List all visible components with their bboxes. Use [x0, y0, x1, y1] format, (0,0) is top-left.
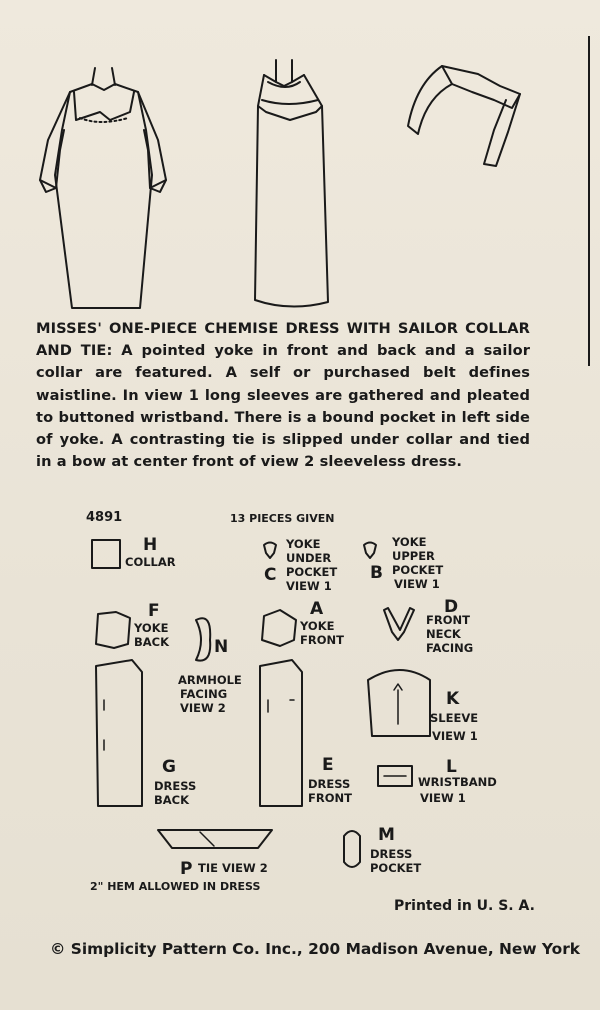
piece-k-letter: K [446, 689, 460, 709]
piece-a-line2: FRONT [300, 633, 344, 647]
piece-c-line4: VIEW 1 [286, 579, 332, 593]
piece-h-shape [92, 540, 120, 568]
piece-l-line2: VIEW 1 [420, 791, 466, 805]
piece-e-shape [260, 660, 302, 806]
piece-f-shape [96, 612, 130, 648]
piece-c-line2: UNDER [286, 551, 332, 565]
piece-h-label: COLLAR [125, 555, 176, 569]
piece-m-letter: M [378, 825, 395, 845]
piece-p-letter: P [180, 859, 193, 879]
piece-c-line1: YOKE [286, 537, 321, 551]
piece-d-line1: FRONT [426, 613, 470, 627]
pattern-number: 4891 [86, 510, 123, 525]
piece-a-letter: A [310, 599, 324, 619]
piece-k-line2: VIEW 1 [432, 729, 478, 743]
piece-a-line1: YOKE [300, 619, 335, 633]
piece-c-shape [264, 543, 276, 559]
piece-n-shape [196, 618, 210, 660]
piece-g-shape [96, 660, 142, 806]
piece-n-letter: N [214, 637, 229, 657]
piece-d-line2: NECK [426, 627, 461, 641]
piece-d-shape [384, 608, 414, 640]
pattern-description: MISSES' ONE-PIECE CHEMISE DRESS WITH SAILOR COLLAR AND TIE: A pointed yoke in front and back and a sailor collar are featured. A self or purchased belt defines waistline. In view 1 long sleeves are gathered and pleated to buttoned wristband. There is a bound pocket in left side of yoke. A contrasting tie is slipped under collar and tied in a bow at center front of view 2 sleeveless dress. [36, 320, 530, 471]
piece-e-line1: DRESS [308, 777, 351, 791]
pieces-given-count: 13 PIECES GIVEN [230, 512, 335, 525]
piece-a-shape [262, 610, 296, 646]
piece-h-letter: H [143, 535, 158, 555]
piece-g-line1: DRESS [154, 779, 197, 793]
piece-b-line3: POCKET [392, 563, 444, 577]
piece-m-line1: DRESS [370, 847, 413, 861]
piece-p-shape [158, 830, 272, 848]
piece-n-line2: FACING [180, 687, 228, 701]
piece-d-line3: FACING [426, 641, 474, 655]
dress-view-2-illustration [255, 60, 328, 307]
piece-b-line2: UPPER [392, 549, 435, 563]
piece-g-letter: G [162, 757, 176, 777]
dress-view-1-illustration [40, 68, 166, 308]
piece-f-line1: YOKE [134, 621, 169, 635]
piece-d-letter: D [444, 597, 459, 617]
piece-e-line2: FRONT [308, 791, 352, 805]
piece-b-line1: YOKE [392, 535, 427, 549]
piece-c-letter: C [264, 565, 277, 585]
piece-m-shape [344, 831, 360, 867]
piece-f-letter: F [148, 601, 160, 621]
piece-l-letter: L [446, 757, 457, 777]
sailor-collar-tie-illustration [408, 66, 520, 166]
piece-b-letter: B [370, 563, 383, 583]
piece-b-line4: VIEW 1 [394, 577, 440, 591]
piece-l-line1: WRISTBAND [418, 775, 497, 789]
piece-g-line2: BACK [154, 793, 190, 807]
piece-n-line1: ARMHOLE [178, 673, 242, 687]
piece-m-line2: POCKET [370, 861, 422, 875]
piece-n-line3: VIEW 2 [180, 701, 226, 715]
piece-p-label: TIE VIEW 2 [198, 861, 268, 875]
piece-b-shape [364, 543, 376, 559]
piece-k-line1: SLEEVE [430, 711, 479, 725]
piece-k-shape [368, 670, 430, 736]
piece-f-line2: BACK [134, 635, 170, 649]
hem-allowance-note: 2" HEM ALLOWED IN DRESS [90, 880, 261, 893]
piece-c-line3: POCKET [286, 565, 338, 579]
printed-in-usa: Printed in U. S. A. [394, 898, 535, 914]
piece-e-letter: E [322, 755, 334, 775]
publisher-footer: © Simplicity Pattern Co. Inc., 200 Madison Avenue, New York [50, 940, 581, 958]
